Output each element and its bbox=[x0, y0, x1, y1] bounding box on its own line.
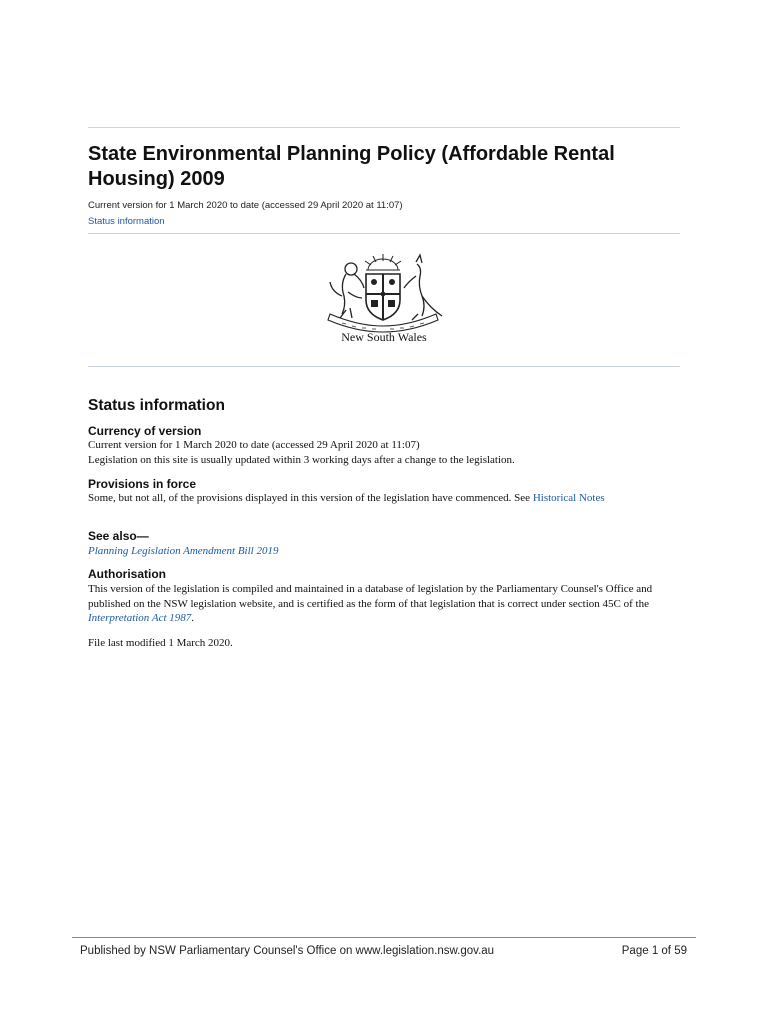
document-title: State Environmental Planning Policy (Affordable Rental Housing) 2009 bbox=[88, 143, 615, 190]
file-modified-text: File last modified 1 March 2020. bbox=[88, 637, 233, 649]
crest-caption: New South Wales bbox=[341, 330, 427, 344]
header-divider bbox=[88, 233, 680, 234]
currency-line-1: Current version for 1 March 2020 to date (accessed 29 April 2020 at 11:07) bbox=[88, 439, 420, 451]
authorisation-text bbox=[88, 582, 668, 626]
current-version-text: Current version for 1 March 2020 to date (accessed 29 April 2020 at 11:07) bbox=[88, 200, 403, 211]
top-divider bbox=[88, 127, 680, 128]
authorisation-body: This version of the legislation is compiled and maintained in a database of legislation by the Parliamentary Counsel's Office and published on the NSW legislation website, and is certified as the form of that legislation that is correct under section 45C of the bbox=[88, 583, 653, 610]
nsw-coat-of-arms-icon bbox=[318, 252, 448, 334]
see-also-heading: See also— bbox=[88, 529, 149, 543]
see-also-text bbox=[88, 544, 668, 559]
interpretation-act-link[interactable]: Interpretation Act 1987 bbox=[88, 612, 192, 624]
authorisation-heading: Authorisation bbox=[88, 567, 166, 581]
footer-divider bbox=[72, 937, 696, 938]
currency-line-2: Legislation on this site is usually updated within 3 working days after a change to the legislation. bbox=[88, 454, 515, 466]
authorisation-period: . bbox=[191, 612, 195, 624]
status-section-title: Status information bbox=[88, 397, 225, 414]
crest-divider bbox=[88, 366, 680, 367]
currency-heading: Currency of version bbox=[88, 424, 202, 438]
provisions-body: Some, but not all, of the provisions displayed in this version of the legislation have commenced. See bbox=[88, 492, 533, 504]
historical-notes-link[interactable]: Historical Notes bbox=[532, 492, 605, 504]
planning-amendment-bill-link[interactable]: Planning Legislation Amendment Bill 2019 bbox=[88, 545, 279, 557]
provisions-text bbox=[88, 491, 668, 506]
footer-page-number: Page 1 of 59 bbox=[621, 945, 687, 957]
footer-publisher: Published by NSW Parliamentary Counsel's Office on www.legislation.nsw.gov.au bbox=[80, 945, 495, 957]
provisions-heading: Provisions in force bbox=[88, 477, 197, 491]
status-information-link[interactable]: Status information bbox=[88, 216, 165, 227]
